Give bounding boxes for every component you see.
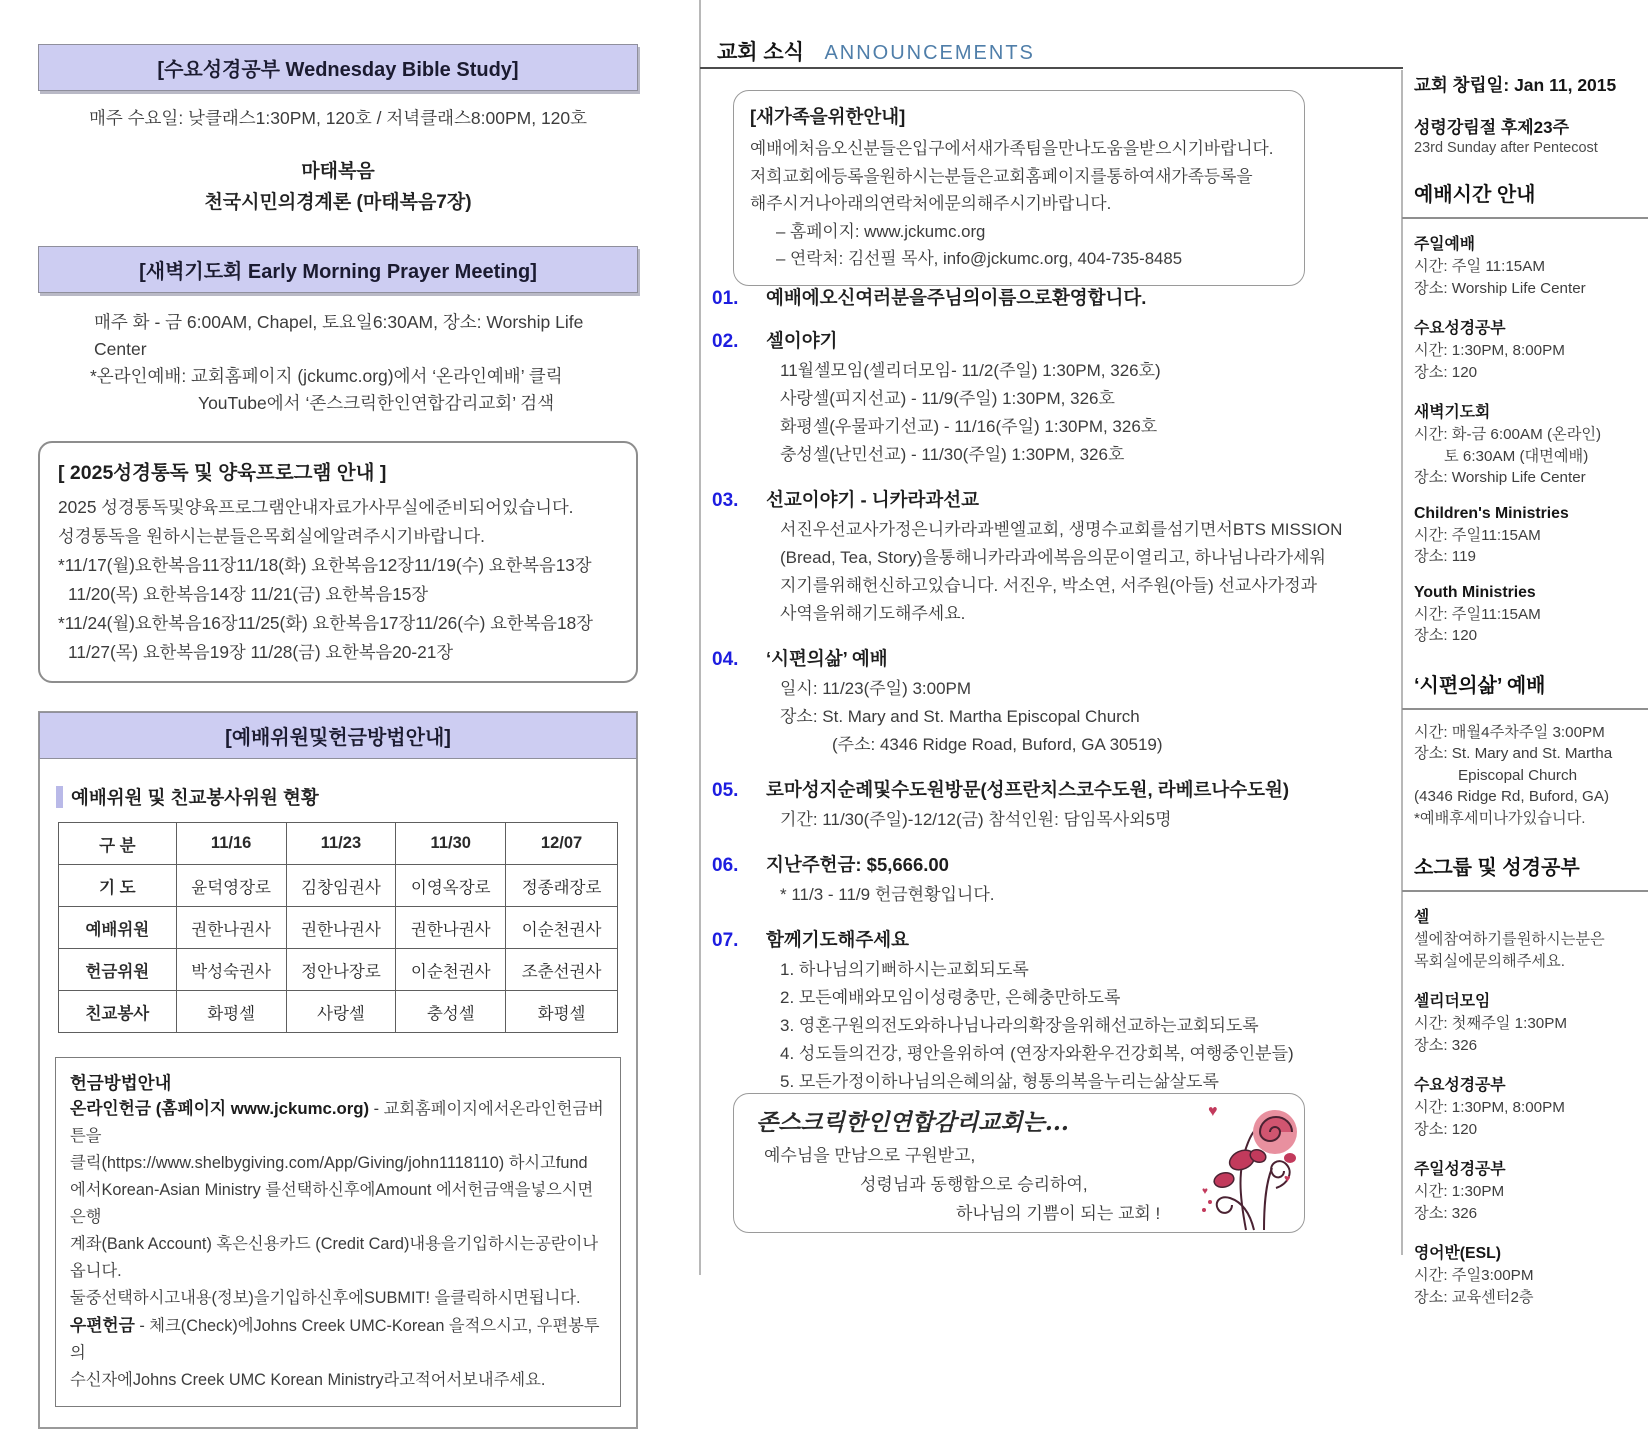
service-time: 시간: 화-금 6:00AM (온라인) — [1414, 426, 1602, 443]
service-name: 주일예배 — [1414, 236, 1476, 253]
announcement-number: 01. — [712, 288, 739, 309]
announcement-line: * 11/3 - 11/9 헌금현황입니다. — [780, 885, 995, 904]
service-time: 시간: 주일11:15AM — [1414, 605, 1541, 623]
service-name: 새벽기도회 — [1414, 404, 1491, 421]
table-header-row — [59, 823, 618, 865]
table-cell: 정종래장로 — [506, 865, 618, 907]
announcements-header-rule — [700, 67, 1403, 69]
col-header: 11/23 — [286, 823, 396, 865]
service-childrens-ministries — [1414, 505, 1646, 568]
offering-line: 계좌(Bank Account) 혹은신용카드 (Credit Card)내용을기입하시는공란이나옵니다. — [70, 1235, 599, 1280]
committee-banner: [예배위원및헌금방법안내] — [39, 712, 637, 759]
svg-text:♥: ♥ — [1208, 1103, 1218, 1120]
group-line: 시간: 1:30PM — [1414, 1183, 1505, 1200]
announcement-title: 선교이야기 - 니카라과선교 — [766, 489, 980, 510]
service-dawn-prayer — [1414, 399, 1646, 489]
vision-line: 예수님을 만남으로 구원받고, — [764, 1146, 976, 1165]
service-youth-ministries — [1414, 584, 1646, 647]
group-cell — [1414, 904, 1646, 972]
service-place: 장소: 119 — [1414, 548, 1476, 565]
announcement-line: 일시: 11/23(주일) 3:00PM — [780, 679, 972, 698]
section-rule — [1402, 217, 1648, 219]
program-line: *11/24(월)요한복음16장11/25(화) 요한복음17장11/26(수) 요한복음18장 — [58, 613, 593, 633]
psalm-worship-header: ‘시편의삶’ 예배 — [1414, 674, 1546, 697]
offering-line: 에서Korean-Asian Ministry 를선택하신후에Amount 에서헌금액을넣으시면은행 — [70, 1181, 594, 1226]
bible-reading-program-box — [38, 441, 638, 683]
newcomer-line: 해주시거나아래의연락처에문의해주시기바랍니다. — [750, 194, 1112, 213]
small-group-header: 소그룹 및 성경공부 — [1414, 857, 1580, 879]
wednesday-bible-study-banner: [수요성경공부 Wednesday Bible Study] — [38, 44, 638, 91]
section-rule — [1402, 708, 1648, 710]
announcement-line: 충성셀(난민선교) - 11/30(주일) 1:30PM, 326호 — [780, 445, 1125, 464]
worship-times-header: 예배시간 안내 — [1414, 184, 1536, 206]
church-vision-box — [733, 1093, 1305, 1233]
group-line: 셀에참여하기를원하시는분은 — [1414, 931, 1605, 948]
liturgical-week-korean: 성령강림절 후제23주 — [1414, 118, 1570, 137]
psalm-note: *예배후세미나가있습니다. — [1414, 809, 1586, 827]
announcements-header — [717, 36, 1035, 66]
announcement-title: 지난주헌금: $5,666.00 — [766, 854, 949, 875]
group-sunday-study — [1414, 1156, 1646, 1224]
announcement-number: 04. — [712, 649, 739, 670]
psalm-time: 시간: 매월4주차주일 3:00PM — [1414, 723, 1605, 741]
service-place: 장소: 120 — [1414, 363, 1478, 381]
announcement-item-07 — [712, 926, 1412, 1096]
psalm-address: (4346 Ridge Rd, Buford, GA) — [1414, 788, 1610, 805]
table-row — [59, 865, 618, 907]
prayer-schedule: 매주 화 - 금 6:00AM, Chapel, 토요일6:30AM, 장소: Worship Life Center — [94, 312, 584, 359]
service-place: 장소: Worship Life Center — [1414, 279, 1586, 297]
announcement-line: 사역을위해기도해주세요. — [780, 604, 966, 623]
offering-online-line — [70, 1095, 606, 1150]
announcement-line: 지기를위해헌신하고있습니다. 서진우, 박소연, 서주원(아들) 선교사가정과 — [780, 576, 1318, 595]
program-line: 2025 성경통독및양육프로그램안내자료가사무실에준비되어있습니다. — [58, 497, 574, 517]
group-line: 장소: 120 — [1414, 1120, 1478, 1138]
col-header: 11/30 — [396, 823, 506, 865]
group-name: 셀 — [1414, 909, 1430, 926]
liturgical-week-english: 23rd Sunday after Pentecost — [1414, 140, 1598, 156]
offering-line: 클릭(https://www.shelbygiving.com/App/Giving/john1118110) 하시고fund — [70, 1154, 588, 1172]
announcement-line: 1. 하나님의기뻐하시는교회되도록 — [780, 960, 1029, 979]
table-cell: 박성숙권사 — [176, 949, 286, 991]
col-header: 12/07 — [506, 823, 618, 865]
group-line: 목회실에문의해주세요. — [1414, 952, 1565, 970]
newcomer-line: 예배에처음오신분들은입구에서새가족팀을만나도움을받으시기바랍니다. — [750, 139, 1274, 158]
group-line: 시간: 주일3:00PM — [1414, 1267, 1534, 1284]
col-header: 11/16 — [176, 823, 286, 865]
offering-line: 둘중선택하시고내용(정보)을기입하신후에SUBMIT! 을클릭하시면됩니다. — [70, 1289, 581, 1307]
offering-mail-line — [70, 1312, 606, 1367]
table-cell: 조춘선권사 — [506, 949, 618, 991]
group-line: 시간: 1:30PM, 8:00PM — [1414, 1099, 1565, 1116]
announcement-number: 06. — [712, 855, 739, 876]
newcomer-guide-box — [733, 90, 1305, 286]
newcomer-contact: – 연락처: 김선필 목사, info@jckumc.org, 404-735-8485 — [776, 249, 1183, 268]
row-header: 친교봉사 — [59, 991, 177, 1033]
announcement-title: ‘시편의삶’ 예배 — [766, 648, 888, 669]
psalm-place-2: Episcopal Church — [1458, 766, 1578, 784]
offering-line: 수신자에Johns Creek UMC Korean Ministry라고적어서보내주세요. — [70, 1371, 546, 1389]
table-row — [59, 907, 618, 949]
col-header: 구 분 — [59, 823, 177, 865]
worship-committee-section — [38, 711, 638, 1429]
group-cell-leader-meeting — [1414, 988, 1646, 1056]
group-name: 셀리더모임 — [1414, 993, 1491, 1010]
svg-text:♥: ♥ — [1284, 1173, 1291, 1185]
program-line: 11/27(목) 요한복음19장 11/28(금) 요한복음20-21장 — [68, 642, 454, 662]
announcement-item-02 — [712, 327, 1412, 469]
table-cell: 충성셀 — [396, 991, 506, 1033]
group-name: 수요성경공부 — [1414, 1077, 1506, 1094]
announcement-line: 4. 성도들의건강, 평안을위하여 (연장자와환우건강회복, 여행중인분들) — [780, 1044, 1294, 1063]
table-cell: 권한나권사 — [286, 907, 396, 949]
row-header: 기 도 — [59, 865, 177, 907]
offering-online-rest: - 교회홈페이지에서온라인헌금버튼을 — [70, 1100, 604, 1145]
info-sidebar — [1414, 72, 1646, 1324]
group-wednesday-study — [1414, 1072, 1646, 1140]
announcement-title: 함께기도해주세요 — [766, 929, 909, 950]
offering-mail-label: 우편헌금 — [70, 1316, 135, 1335]
rose-doodle-illustration — [1180, 1098, 1298, 1230]
program-line: 11/20(목) 요한복음14장 11/21(금) 요한복음15장 — [68, 584, 429, 604]
youtube-note: YouTube에서 ‘존스크릭한인연합감리교회’ 검색 — [198, 393, 555, 413]
announcement-title: 셀이야기 — [766, 330, 838, 351]
table-row — [59, 991, 618, 1033]
announcement-line: 5. 모든가정이하나님의은혜의삶, 형통의복을누리는삶살도록 — [780, 1072, 1219, 1091]
service-time: 시간: 주일 11:15AM — [1414, 258, 1546, 275]
founding-date: 교회 창립일: Jan 11, 2015 — [1414, 75, 1617, 95]
offering-online-label: 온라인헌금 (홈페이지 www.jckumc.org) — [70, 1099, 370, 1118]
newcomer-line: 저희교회에등록을원하시는분들은교회홈페이지를통하여새가족등록을 — [750, 166, 1253, 186]
announcement-line: 사랑셀(피지선교) - 11/9(주일) 1:30PM, 326호 — [780, 389, 1115, 408]
announcement-line: 화평셀(우물파기선교) - 11/16(주일) 1:30PM, 326호 — [780, 417, 1158, 436]
table-cell: 이순천권사 — [396, 949, 506, 991]
study-topic-book: 마태복음 — [301, 161, 375, 182]
group-line: 장소: 326 — [1414, 1204, 1478, 1222]
table-cell: 권한나권사 — [176, 907, 286, 949]
service-place: 장소: Worship Life Center — [1414, 469, 1586, 486]
table-cell: 이순천권사 — [506, 907, 618, 949]
service-name: 수요성경공부 — [1414, 320, 1506, 337]
announcement-item-03 — [712, 486, 1412, 628]
caption-text: 예배위원 및 친교봉사위원 현황 — [71, 787, 319, 808]
group-line: 장소: 교육센터2층 — [1414, 1288, 1534, 1306]
psalm-place: 장소: St. Mary and St. Martha — [1414, 745, 1613, 762]
group-line: 시간: 첫째주일 1:30PM — [1414, 1015, 1568, 1032]
section-rule — [1402, 890, 1648, 892]
prayer-meeting-banner: [새벽기도회 Early Morning Prayer Meeting] — [38, 246, 638, 293]
announcement-number: 07. — [712, 930, 739, 951]
newcomer-box-title: [새가족을위한안내] — [750, 106, 906, 127]
offering-method-box — [55, 1057, 621, 1407]
row-header: 예배위원 — [59, 907, 177, 949]
table-cell: 김창임권사 — [286, 865, 396, 907]
table-row — [59, 949, 618, 991]
announcement-number: 02. — [712, 331, 739, 352]
study-topic-theme: 천국시민의경계론 (마태복음7장) — [204, 192, 472, 213]
vision-line: 하나님의 기쁨이 되는 교회 ! — [956, 1204, 1161, 1223]
vision-script-title: 존스크릭한인연합감리교회는... — [756, 1109, 1069, 1136]
announcement-title: 예배에오신여러분을주님의이름으로환영합니다. — [766, 287, 1147, 308]
offering-box-title: 헌금방법안내 — [70, 1073, 172, 1093]
offering-mail-rest: - 체크(Check)에Johns Creek UMC-Korean 을적으시고, 우편봉투의 — [70, 1317, 600, 1362]
announcement-item-01 — [712, 284, 1412, 310]
announcements-title-english: ANNOUNCEMENTS — [824, 42, 1035, 64]
table-cell: 화평셀 — [506, 991, 618, 1033]
group-name: 영어반(ESL) — [1414, 1245, 1502, 1262]
group-esl-class — [1414, 1240, 1646, 1308]
announcement-line: 2. 모든예배와모임이성령충만, 은혜충만하도록 — [780, 988, 1121, 1007]
service-name: Youth Ministries — [1414, 583, 1536, 601]
column-divider-left — [699, 0, 701, 1275]
online-worship-note: *온라인예배: 교회홈페이지 (jckumc.org)에서 ‘온라인예배’ 클릭 — [90, 366, 563, 386]
announcement-line: 서진우선교사가정은니카라과벧엘교회, 생명수교회를섬기면서BTS MISSION — [780, 520, 1343, 539]
announcement-item-06 — [712, 851, 1412, 909]
left-column — [38, 44, 638, 1429]
announcement-line: 11월셀모임(셀리더모임- 11/2(주일) 1:30PM, 326호) — [780, 361, 1161, 380]
svg-text:♥: ♥ — [1202, 1186, 1208, 1197]
wednesday-schedule: 매주 수요일: 낮클래스1:30PM, 120호 / 저녁클래스8:00PM, 120호 — [88, 108, 588, 128]
announcement-line: 기간: 11/30(주일)-12/12(금) 참석인원: 담임목사외5명 — [780, 810, 1172, 829]
committee-roster-table — [58, 822, 618, 1033]
announcement-line: (Bread, Tea, Story)을통해니카라과에복음의문이열리고, 하나님나라가세워 — [780, 548, 1326, 567]
program-box-title: [ 2025성경통독 및 양육프로그램 안내 ] — [58, 462, 387, 484]
group-name: 주일성경공부 — [1414, 1161, 1506, 1178]
announcement-title: 로마성지순례및수도원방문(성프란치스코수도원, 라베르나수도원) — [766, 779, 1289, 800]
service-name: Children's Ministries — [1414, 504, 1569, 522]
announcement-number: 05. — [712, 780, 739, 801]
prayer-meeting-info — [38, 309, 638, 417]
table-cell: 화평셀 — [176, 991, 286, 1033]
announcement-item-05 — [712, 776, 1412, 834]
announcement-item-04 — [712, 645, 1412, 759]
announcement-line: (주소: 4346 Ridge Road, Buford, GA 30519) — [832, 735, 1163, 754]
program-line: *11/17(월)요한복음11장11/18(화) 요한복음12장11/19(수) 요한복음13장 — [58, 555, 592, 575]
table-cell: 윤덕영장로 — [176, 865, 286, 907]
caption-marker — [56, 786, 63, 808]
table-cell: 이영옥장로 — [396, 865, 506, 907]
announcement-line: 장소: St. Mary and St. Martha Episcopal Church — [780, 707, 1140, 726]
newcomer-homepage: – 홈페이지: www.jckumc.org — [776, 221, 986, 241]
row-header: 헌금위원 — [59, 949, 177, 991]
vision-line: 성령님과 동행함으로 승리하여, — [860, 1175, 1088, 1194]
service-sunday-worship — [1414, 231, 1646, 299]
announcement-number: 03. — [712, 490, 739, 511]
table-cell: 권한나권사 — [396, 907, 506, 949]
service-time-2: 토 6:30AM (대면예배) — [1444, 447, 1589, 465]
announcement-line: 3. 영혼구원의전도와하나님나라의확장을위해선교하는교회되도록 — [780, 1016, 1259, 1035]
announcement-list — [712, 284, 1412, 1113]
committee-table-caption — [56, 784, 636, 810]
program-line: 성경통독을 원하시는분들은목회실에알려주시기바랍니다. — [58, 526, 485, 546]
announcements-title-korean: 교회 소식 — [717, 41, 804, 64]
service-wednesday-study — [1414, 315, 1646, 383]
service-place: 장소: 120 — [1414, 627, 1478, 644]
psalm-worship-info — [1414, 722, 1646, 830]
service-time: 시간: 주일11:15AM — [1414, 526, 1541, 544]
table-cell: 정안나장로 — [286, 949, 396, 991]
study-topic — [38, 156, 638, 218]
table-cell: 사랑셀 — [286, 991, 396, 1033]
group-line: 장소: 326 — [1414, 1036, 1478, 1054]
service-time: 시간: 1:30PM, 8:00PM — [1414, 342, 1565, 359]
